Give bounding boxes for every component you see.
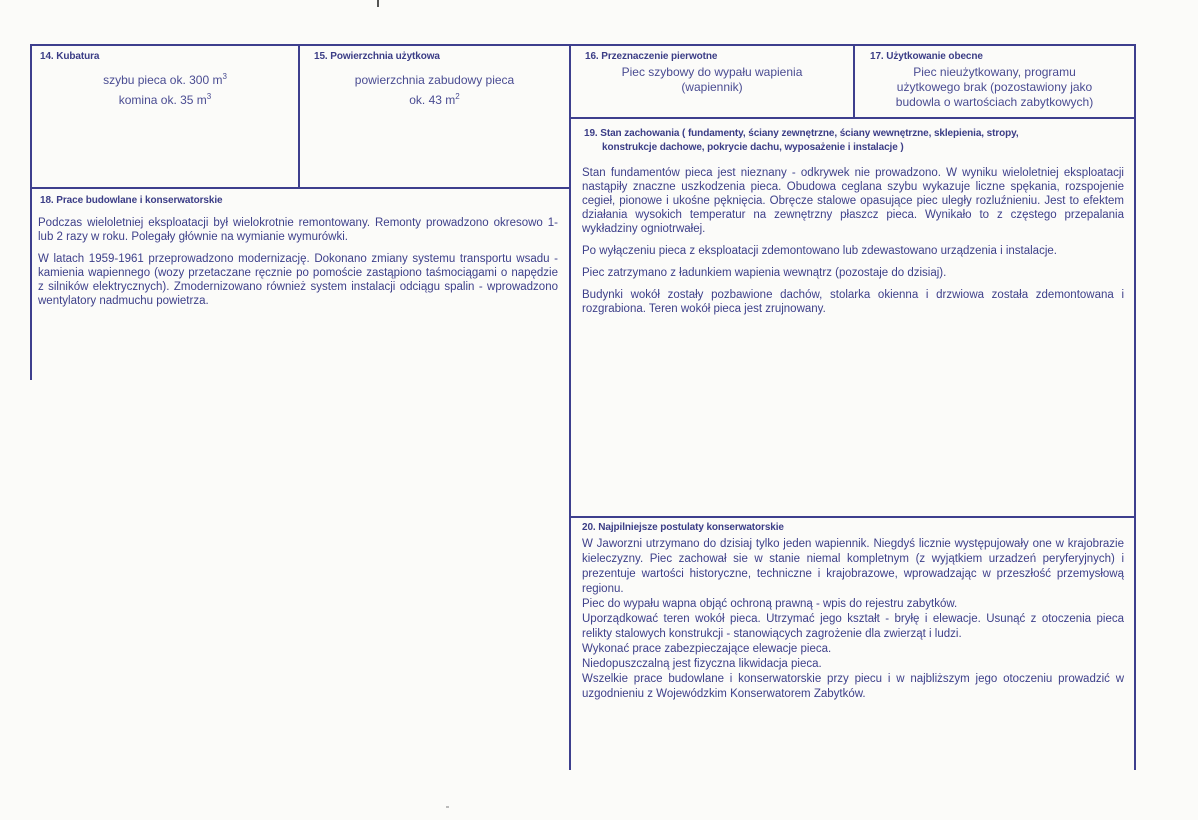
divider-15-16 xyxy=(569,44,571,770)
cell-14-title: 14. Kubatura xyxy=(40,51,100,62)
scan-mark xyxy=(377,0,379,7)
divider-14-15 xyxy=(298,44,300,187)
cell-16-line2: (wapiennik) xyxy=(681,80,743,94)
cell-16-title: 16. Przeznaczenie pierwotne xyxy=(585,51,718,62)
cell-15-title: 15. Powierzchnia użytkowa xyxy=(314,51,440,62)
cell-17-line1: Piec nieużytkowany, programu xyxy=(913,65,1076,79)
cell-19-body xyxy=(582,166,1124,324)
cell-18-paragraph-1: Podczas wieloletniej eksploatacji był wielokrotnie remontowany. Remonty prowadzono okresowo 1- lub 2 razy w roku. Polegały głównie na wymianie wymurówki. xyxy=(38,217,558,243)
cell-17-title: 17. Użytkowanie obecne xyxy=(870,51,983,62)
cell-16-content xyxy=(571,65,853,95)
cell-19-paragraph-3: Piec zatrzymano z ładunkiem wapienia wewnątrz (pozostaje do dzisiaj). xyxy=(582,267,947,279)
cell-17-line2: użytkowego brak (pozostawiony jako xyxy=(896,80,1093,94)
cell-15-content xyxy=(300,70,569,110)
cell-20-paragraph-2: Piec do wypału wapna objąć ochroną prawną - wpis do rejestru zabytków. xyxy=(582,598,958,610)
cell-19-title-line1: 19. Stan zachowania ( fundamenty, ściany zewnętrzne, ściany wewnętrzne, sklepienia, stropy, xyxy=(584,128,1019,139)
cell-17-content xyxy=(855,65,1134,110)
cell-15-line2: ok. 43 $m^2$ xyxy=(409,92,460,107)
form-top-border xyxy=(30,44,1136,46)
divider-18-top xyxy=(30,187,570,189)
cell-18-body xyxy=(38,216,558,316)
divider-20-top xyxy=(569,516,1136,518)
cell-20-paragraph-3: Uporządkować teren wokół pieca. Utrzymać jego kształt - bryłę i elewacje. Usunąć z otoczenia pieca relikty stalowych konstrukcji - stanowiących zagrożenie dla zwierząt i ludzi. xyxy=(582,613,1124,640)
cell-15-line1: powierzchnia zabudowy pieca xyxy=(354,73,515,87)
cell-19-title xyxy=(584,127,1124,155)
cell-19-paragraph-1: Stan fundamentów pieca jest nieznany - odkrywek nie prowadzono. W wyniku wieloletniej eksploatacji nastąpiły znaczne uszkodzenia pieca. Obudowa ceglana szybu wykazuje liczne spękania, rozspojenie cegieł, pionowe i ukośne pęknięcia. Obręcze stalowe opasujące piec uległy rozluźnieniu. Jest to efektem działania wysokich temperatur na zewnętrzny płaszcz pieca. Wynikało to z częstego przepalania wykładziny ogniotrwałej. xyxy=(582,167,1124,235)
cell-20-paragraph-4: Wykonać prace zabezpieczające elewacje pieca. xyxy=(582,643,832,655)
cell-18-paragraph-2: W latach 1959-1961 przeprowadzono modernizację. Dokonano zmiany systemu transportu wsadu - kamienia wapiennego (wozy przetaczane ręcznie po pomoście zastąpiono taśmociągami o napędzie z silników elektrycznych). Zmodernizowano również system instalacji odciągu spalin - wprowadzono wentylatory nadmuchu powietrza. xyxy=(38,253,558,307)
cell-20-paragraph-5: Niedopuszczalną jest fizyczna likwidacja pieca. xyxy=(582,658,822,670)
cell-20-paragraph-6: Wszelkie prace budowlane i konserwatorskie przy piecu i w najbliższym jego otoczeniu prowadzić w uzgodnieniu z Wojewódzkim Konserwatorem Zabytków. xyxy=(582,673,1124,700)
cell-17-line3: budowla o wartościach zabytkowych) xyxy=(895,95,1094,109)
divider-19-top xyxy=(569,117,1136,119)
cell-20-body xyxy=(582,537,1124,702)
cell-18-title: 18. Prace budowlane i konserwatorskie xyxy=(40,195,223,206)
cell-19-paragraph-2: Po wyłączeniu pieca z eksploatacji zdemontowano lub zdewastowano urządzenia i instalacje. xyxy=(582,245,1057,257)
form-right-border xyxy=(1134,44,1136,770)
cell-16-line1: Piec szybowy do wypału wapienia xyxy=(621,65,803,79)
cell-20-title: 20. Najpilniejsze postulaty konserwatorskie xyxy=(582,522,784,533)
cell-14-line1: szybu pieca ok. 300 $m^3$ xyxy=(103,72,227,87)
cell-19-paragraph-4: Budynki wokół zostały pozbawione dachów, stolarka okienna i drzwiowa została zdemontowana i rozgrabiona. Teren wokół pieca jest zrujnowany. xyxy=(582,289,1124,315)
scan-speck xyxy=(446,806,449,808)
cell-19-title-line2: konstrukcje dachowe, pokrycie dachu, wyposażenie i instalacje ) xyxy=(602,142,904,153)
cell-20-paragraph-1: W Jaworzni utrzymano do dzisiaj tylko jeden wapiennik. Niegdyś licznie występujowały one w krajobrazie kieleczyzny. Piec zachował sie w stanie niemal kompletnym (z wyjątkiem urzadzeń peryferyjnych) i prezentuje wartości historyczne, techniczne i krajobrazowe, wprowadzając w przeszłość przemysłową regionu. xyxy=(582,538,1124,595)
cell-14-content xyxy=(32,70,298,110)
cell-14-line2: komina ok. 35 $m^3$ xyxy=(118,92,212,107)
